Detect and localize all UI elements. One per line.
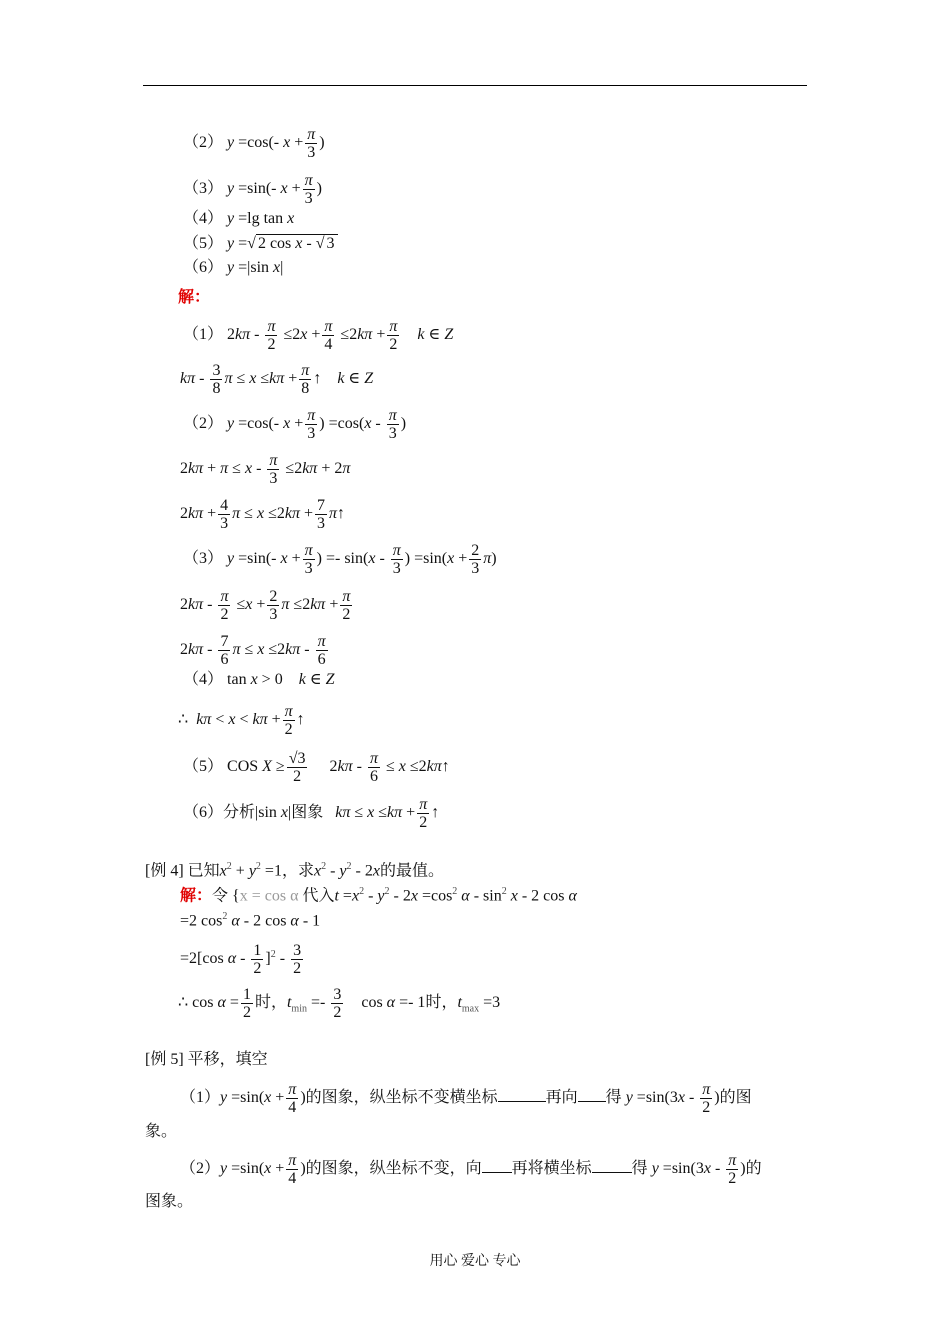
sol-5: （5） COS X ≥ $\frac{√3}{2}$ 2kπ - $\frac{\pi}{6}$ ≤ x ≤2kπ↑ [183, 750, 450, 785]
solution-label: 解： [178, 289, 211, 306]
page-footer: 用心 爱心 专心 [429, 1254, 521, 1269]
blank-2[interactable] [578, 1087, 606, 1102]
header-rule [143, 85, 807, 86]
problem-6: （6） y =|sin x| [183, 259, 284, 276]
example5-q1-tail: 象。 [145, 1123, 178, 1140]
sol-2c: 2kπ + $\frac{4}{3}$ π ≤ x ≤2kπ + $\frac{7}{3}$ π↑ [180, 497, 346, 532]
example4-line3: =2[cos α - $\frac{1}{2}$ ]$^2$ - $\frac{3}{2}$ [180, 942, 302, 977]
sol-3c: 2kπ - $\frac{7}{6}$ π ≤ x ≤2kπ - $\frac{\pi}{6}$ [180, 633, 326, 668]
problem-2: （2） y =cos(- x + $\frac{\pi}{3}$ ) [183, 126, 325, 161]
sol-2: （2） y =cos(- x + $\frac{\pi}{3}$ ) =cos(x - $\frac{\pi}{3}$ ) [183, 407, 407, 442]
sol-2b: 2kπ + π ≤ x - $\frac{\pi}{3}$ ≤2kπ + 2π [180, 452, 351, 487]
sol-1b: kπ - $\frac{3}{8}$ π ≤ x ≤kπ + $\frac{\pi}{8}$ ↑ k ∈ Z [180, 362, 374, 397]
example5-q1: （1）y =sin(x + $\frac{\pi}{4}$ )的图象，纵坐标不变横坐标 再向 得 y =sin(3x - $\frac{\pi}{2}$ )的图 [180, 1081, 752, 1116]
example4-title: [例 4] 已知$x^2 + y^2 =1$，求$x^2 - y^2 - 2x$的最值。 [145, 861, 444, 880]
example5-q2-tail: 图象。 [145, 1193, 194, 1210]
problem-3: （3） y =sin(- x + $\frac{\pi}{3}$ ) [183, 172, 322, 207]
problem-4: （4） y =lg tan x [183, 210, 295, 227]
example5-q2: （2）y =sin(x + $\frac{\pi}{4}$ )的图象，纵坐标不变，向 再将横坐标 得 y =sin(3x - $\frac{\pi}{2}$ )的 [180, 1152, 762, 1187]
blank-1[interactable] [498, 1087, 546, 1102]
example4-line2: =2 $\cos^2 \alpha - 2$ cos α - 1 [180, 911, 321, 930]
example5-title: [例 5] 平移，填空 [145, 1051, 268, 1068]
blank-4[interactable] [592, 1158, 632, 1173]
problem-5: （5） y =√ 2 cos x - √ 3 [183, 234, 338, 254]
sol-3: （3） y =sin(- x + $\frac{\pi}{3}$ ) =- sin(x - $\frac{\pi}{3}$ ) =sin(x + $\frac{2}{3}$ π) [183, 542, 497, 577]
sol-6: （6）分析|sin x|图象 kπ ≤ x ≤kπ + $\frac{\pi}{2}$ ↑ [183, 796, 440, 831]
sol-3b: 2kπ - $\frac{\pi}{2}$ ≤x + $\frac{2}{3}$ π ≤2kπ + $\frac{\pi}{2}$ [180, 588, 351, 623]
example4-sol: 解：令 {x = cos α 代入$t =x^2 - y^2 - 2x =\cos^2$ α - $\sin^2 x - 2$ cos α [180, 886, 577, 905]
sol-1: （1） 2kπ - $\frac{\pi}{2}$ ≤2x + $\frac{\pi}{4}$ ≤2kπ + $\frac{\pi}{2}$ k ∈ Z [183, 318, 454, 353]
sol-4b: ∴ kπ < x < kπ + $\frac{\pi}{2}$ ↑ [178, 703, 305, 738]
example4-line4: ∴ cos α = $\frac{1}{2}$ 时，$t_{min}$ =- $\frac{3}{2}$ cos α =- 1时，$t_{max} =3$ [178, 986, 501, 1021]
blank-3[interactable] [482, 1158, 512, 1173]
sol-4: （4） tan x > 0 k ∈ Z [183, 671, 335, 688]
